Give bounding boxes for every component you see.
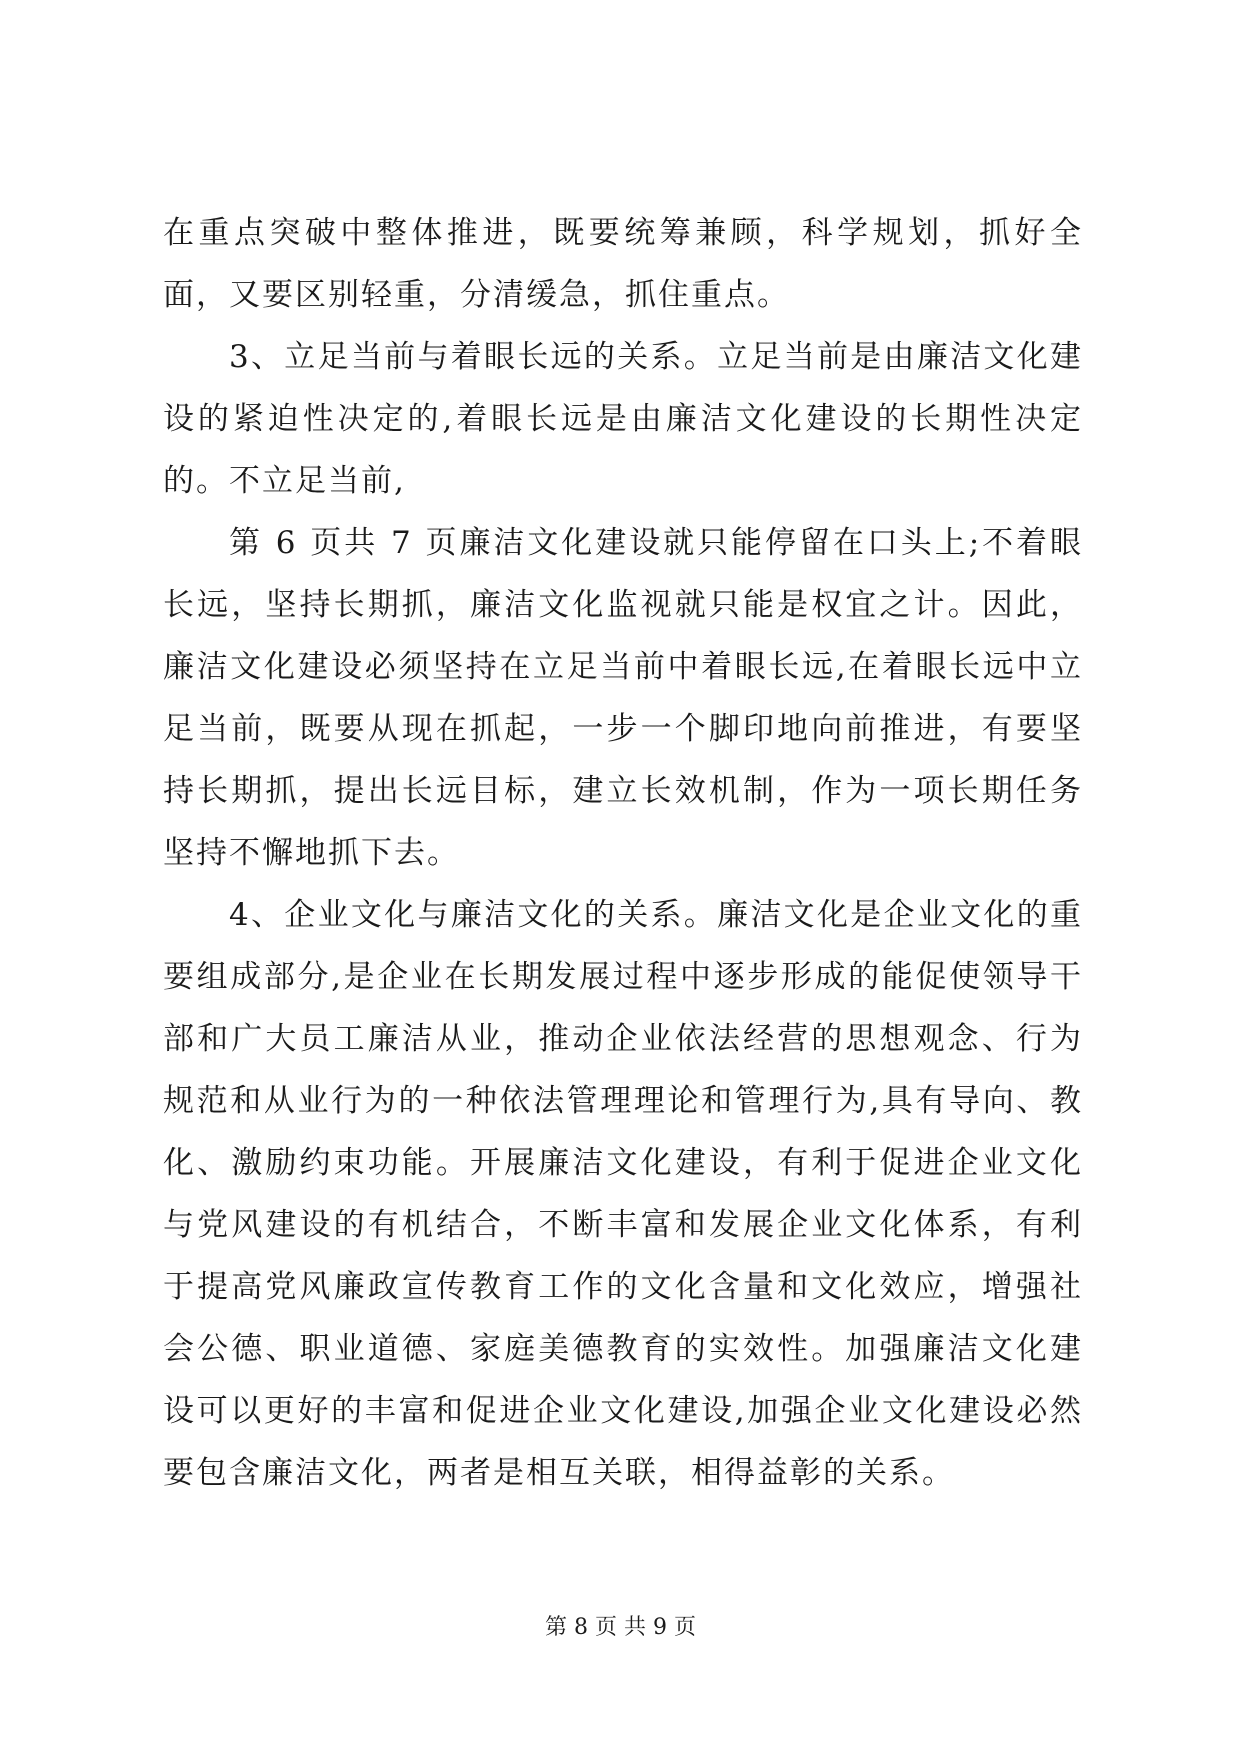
paragraph-3: 第 6 页共 7 页廉洁文化建设就只能停留在口头上;不着眼长远，坚持长期抓，廉洁文化监视就只能是权宜之计。因此，廉洁文化建设必须坚持在立足当前中着眼长远,在着眼长远中立足当前，既要从现在抓起，一步一个脚印地向前推进，有要坚持长期抓，提出长远目标，建立长效机制，作为一项长期任务坚持不懈地抓下去。 xyxy=(163,525,1083,871)
document-body xyxy=(163,202,1083,1504)
paragraph-1: 在重点突破中整体推进，既要统筹兼顾，科学规划，抓好全面，又要区别轻重，分清缓急，抓住重点。 xyxy=(163,215,1083,313)
paragraph-4: 4、企业文化与廉洁文化的关系。廉洁文化是企业文化的重要组成部分,是企业在长期发展过程中逐步形成的能促使领导干部和广大员工廉洁从业，推动企业依法经营的思想观念、行为规范和从业行为的一种依法管理理论和管理行为,具有导向、教化、激励约束功能。开展廉洁文化建设，有利于促进企业文化与党风建设的有机结合，不断丰富和发展企业文化体系，有利于提高党风廉政宣传教育工作的文化含量和文化效应，增强社会公德、职业道德、家庭美德教育的实效性。加强廉洁文化建设可以更好的丰富和促进企业文化建设,加强企业文化建设必然要包含廉洁文化，两者是相互关联，相得益彰的关系。 xyxy=(163,897,1083,1491)
page-footer: 第 8 页 共 9 页 xyxy=(545,1615,696,1640)
paragraph-2: 3、立足当前与着眼长远的关系。立足当前是由廉洁文化建设的紧迫性决定的,着眼长远是由廉洁文化建设的长期性决定的。不立足当前, xyxy=(163,339,1083,499)
